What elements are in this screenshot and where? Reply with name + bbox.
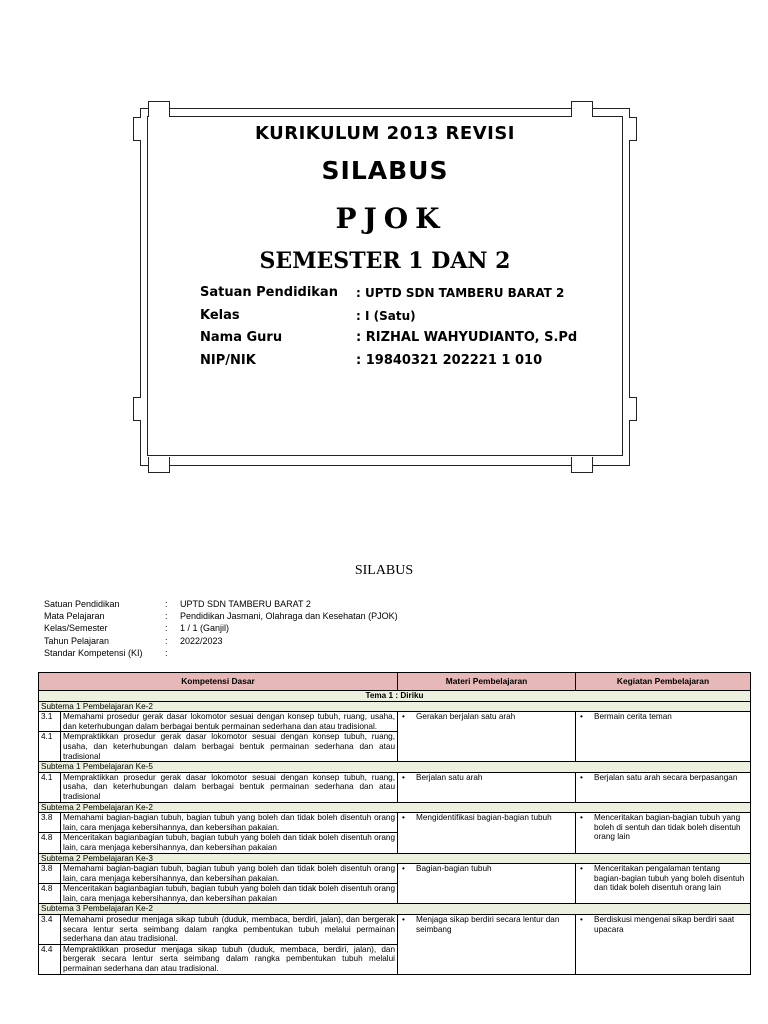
materi-text: Mengidentifikasi bagian-bagian tubuh <box>416 813 552 823</box>
header-kegiatan: Kegiatan Pembelajaran <box>576 673 751 691</box>
materi-cell <box>398 813 576 853</box>
materi-cell <box>398 915 576 975</box>
materi-text: Gerakan berjalan satu arah <box>416 712 516 722</box>
subtema-row <box>39 853 751 864</box>
kegiatan-cell <box>576 915 751 975</box>
info-key: Mata Pelajaran <box>44 611 105 622</box>
frame-tab-right-bottom <box>629 397 637 421</box>
kd-number: 4.4 <box>39 944 61 974</box>
info-row <box>44 598 444 610</box>
cover-row-value: : RIZHAL WAHYUDIANTO, S.Pd <box>356 330 578 345</box>
info-key: Tahun Pelajaran <box>44 635 110 646</box>
kd-text: Menceritakan bagianbagian tubuh, bagian tubuh yang boleh dan tidak boleh disentuh orang lain, cara menjaga kebersihannya, dan kebersihan pakaian <box>61 833 398 853</box>
info-colon: : <box>165 599 168 609</box>
bullet: • <box>402 915 405 925</box>
kegiatan-text: Berdiskusi mengenai sikap berdiri saat upacara <box>594 915 735 934</box>
kegiatan-text: Menceritakan bagian-bagian tubuh yang boleh di sentuh dan tidak boleh disentuh orang lain <box>594 813 741 842</box>
info-value: UPTD SDN TAMBERU BARAT 2 <box>180 599 311 609</box>
cover-row-label: Satuan Pendidikan <box>200 285 338 300</box>
info-value: Pendidikan Jasmani, Olahraga dan Kesehatan (PJOK) <box>180 611 398 622</box>
bullet: • <box>580 712 583 722</box>
materi-text: Berjalan satu arah <box>416 772 483 782</box>
cover-row-satuan <box>200 285 620 308</box>
info-key: Satuan Pendidikan <box>44 599 120 609</box>
kegiatan-text: Bermain cerita teman <box>594 712 672 722</box>
frame-tab-right-top <box>629 117 637 141</box>
table-row <box>39 864 751 884</box>
kegiatan-cell <box>576 712 751 762</box>
cover-row-label: Kelas <box>200 307 240 323</box>
bullet: • <box>402 712 405 722</box>
tema-row <box>39 691 751 702</box>
cover-row-value: : UPTD SDN TAMBERU BARAT 2 <box>356 286 565 300</box>
materi-cell <box>398 772 576 802</box>
info-row <box>44 647 444 659</box>
bullet: • <box>580 813 583 823</box>
cover-subject: PJOK <box>335 202 447 235</box>
frame-tab-left-bottom <box>133 397 141 421</box>
subtema-label: Subtema 2 Pembelajaran Ke-3 <box>39 853 751 864</box>
kd-text: Memahami bagian-bagian tubuh, bagian tubuh yang boleh dan tidak boleh disentuh orang lain, cara menjaga kebersihannya, dan kebersihan pakaian. <box>61 813 398 833</box>
subtema-row <box>39 802 751 813</box>
bullet: • <box>580 915 583 925</box>
kd-number: 4.8 <box>39 884 61 904</box>
table-row <box>39 772 751 802</box>
kegiatan-cell <box>576 864 751 904</box>
cover-row-value: : I (Satu) <box>356 308 416 323</box>
info-value: 1 / 1 (Ganjil) <box>180 623 230 634</box>
kegiatan-cell <box>576 813 751 853</box>
cover-identity <box>200 285 620 375</box>
cover-row-kelas <box>200 308 620 331</box>
subtema-row <box>39 762 751 773</box>
cover-page <box>0 0 768 470</box>
tema-label: Tema 1 : Diriku <box>39 691 751 702</box>
identity-block <box>44 598 444 659</box>
info-value: 2022/2023 <box>180 635 223 646</box>
frame-corner-top-left <box>148 101 170 117</box>
info-colon: : <box>165 623 168 634</box>
kd-number: 4.1 <box>39 772 61 802</box>
cover-kurikulum: KURIKULUM 2013 REVISI <box>255 123 515 144</box>
kd-number: 3.8 <box>39 813 61 833</box>
kd-text: Mempraktikkan prosedur gerak dasar lokomotor sesuai dengan konsep tubuh, ruang, usaha, dan keterhubungan dalam berbagai bentuk permainan sederhana dan atau tradisional <box>61 732 398 762</box>
table-row <box>39 813 751 833</box>
info-key: Kelas/Semester <box>44 623 108 634</box>
cover-row-label: Nama Guru <box>200 330 283 345</box>
kd-number: 4.8 <box>39 833 61 853</box>
section-title: SILABUS <box>354 563 414 578</box>
frame-corner-bottom-right <box>571 457 593 473</box>
subtema-label: Subtema 1 Pembelajaran Ke-5 <box>39 762 751 773</box>
kd-text: Mempraktikkan prosedur gerak dasar lokomotor sesuai dengan konsep tubuh, ruang, usaha, dan keterhubungan dalam berbagai bentuk permainan sederhana dan atau tradisional <box>61 772 398 802</box>
materi-text: Bagian-bagian tubuh <box>416 864 492 874</box>
header-materi: Materi Pembelajaran <box>398 673 576 691</box>
frame-corner-bottom-left <box>148 457 170 473</box>
info-row <box>44 622 444 634</box>
kd-number: 3.8 <box>39 864 61 884</box>
silabus-table <box>38 672 751 975</box>
cover-row-nip <box>200 353 620 376</box>
cover-row-label: NIP/NIK <box>200 352 256 368</box>
kegiatan-text: Menceritakan pengalaman tentang bagian-bagian tubuh yang boleh disentuh dan tidak boleh disentuh orang lain <box>594 864 745 893</box>
materi-cell <box>398 712 576 762</box>
kd-text: Menceritakan bagianbagian tubuh, bagian tubuh yang boleh dan tidak boleh disentuh orang lain, cara menjaga kebersihannya, dan kebersihan pakaian <box>61 884 398 904</box>
materi-text: Menjaga sikap berdiri secara lentur dan seimbang <box>416 915 560 934</box>
subtema-row <box>39 904 751 915</box>
info-colon: : <box>165 611 168 622</box>
table-row <box>39 712 751 732</box>
table-row <box>39 915 751 945</box>
info-key: Standar Kompetensi (KI) <box>44 647 143 658</box>
info-row <box>44 635 444 647</box>
table-header-row <box>39 673 751 691</box>
subtema-label: Subtema 3 Pembelajaran Ke-2 <box>39 904 751 915</box>
info-row <box>44 610 444 622</box>
bullet: • <box>402 813 405 823</box>
kd-text: Memahami bagian-bagian tubuh, bagian tubuh yang boleh dan tidak boleh disentuh orang lain, cara menjaga kebersihannya, dan kebersihan pakaian. <box>61 864 398 884</box>
frame-corner-top-right <box>571 101 593 117</box>
bullet: • <box>580 772 583 782</box>
kd-text: Memahami prosedur menjaga sikap tubuh (duduk, membaca, berdiri, jalan), dan bergerak secara lentur serta seimbang dalam rangka pembentukan tubuh melalui permainan sederhana dan atau tradisional. <box>61 915 398 945</box>
kd-text: Mempraktikkan prosedur menjaga sikap tubuh (duduk, membaca, berdiri, jalan), dan bergerak secara lentur serta seimbang dalam rangka pembentukan tubuh melalui permainan sederhana dan atau tradisional. <box>61 944 398 974</box>
materi-cell <box>398 864 576 904</box>
info-colon: : <box>165 647 168 658</box>
kd-text: Memahami prosedur gerak dasar lokomotor sesuai dengan konsep tubuh, ruang, usaha, dan keterhubungan dalam berbagai bentuk permainan sederhana dan atau tradisional. <box>61 712 398 732</box>
kd-number: 3.4 <box>39 915 61 945</box>
info-colon: : <box>165 635 168 646</box>
bullet: • <box>402 772 405 782</box>
cover-silabus: SILABUS <box>321 156 449 185</box>
kd-number: 3.1 <box>39 712 61 732</box>
kegiatan-cell <box>576 772 751 802</box>
subtema-label: Subtema 2 Pembelajaran Ke-2 <box>39 802 751 813</box>
cover-row-guru <box>200 330 620 353</box>
bullet: • <box>580 864 583 874</box>
subtema-label: Subtema 1 Pembelajaran Ke-2 <box>39 701 751 712</box>
cover-semester: SEMESTER 1 DAN 2 <box>259 248 511 274</box>
kegiatan-text: Berjalan satu arah secara berpasangan <box>594 772 738 782</box>
cover-row-value: : 19840321 202221 1 010 <box>356 352 543 368</box>
kd-number: 4.1 <box>39 732 61 762</box>
subtema-row <box>39 701 751 712</box>
bullet: • <box>402 864 405 874</box>
header-kompetensi: Kompetensi Dasar <box>39 673 398 691</box>
